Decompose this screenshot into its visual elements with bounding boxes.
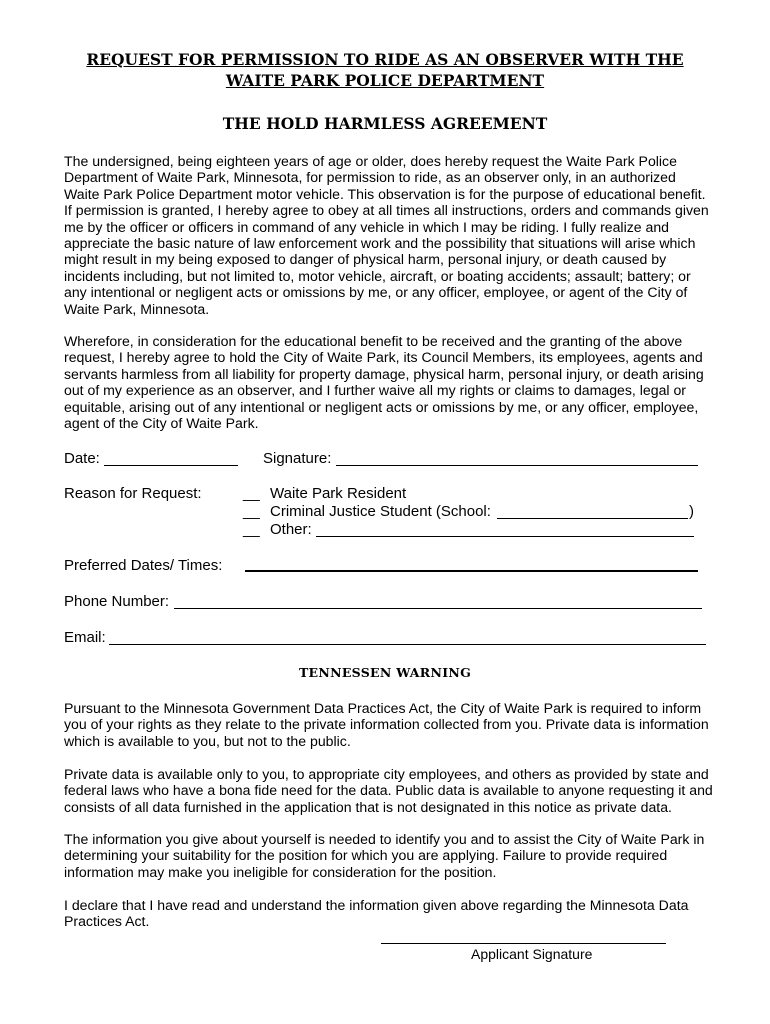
- resident-checkbox[interactable]: __: [243, 485, 260, 502]
- phone-field[interactable]: [174, 608, 702, 609]
- agreement-paragraph-2: Wherefore, in consideration for the educational benefit to be received and the granting of the above request, I hereby agree to hold the City of Waite Park, its Council Members, its employees, agents and servants harmless from all liability for property damage, physical harm, personal injury, or death arising out of my experience as an observer, and I further waive all my rights or claims to damages, legal or equitable, arising out of any intentional or negligent acts or omissions by me, or any officer, employee, agent of the City of Waite Park.: [64, 333, 704, 432]
- agreement-paragraph-1: The undersigned, being eighteen years of age or older, does hereby request the Waite Park Police Department of Waite Park, Minnesota, for permission to ride, as an observer only, in an authorized Waite Park Police Department motor vehicle. This observation is for the purpose of educational benefit. If permission is granted, I hereby agree to obey at all times all instructions, orders and commands given me by the officer or officers in command of any vehicle in which I may be riding. I fully realize and appreciate the basic nature of law enforcement work and the possibility that situations will arise which might result in my being exposed to danger of physical harm, personal injury, or death caused by incidents including, but not limited to, motor vehicle, aircraft, or boating accidents; assault; battery; or any intentional or negligent acts or omissions by me, or any officer, employee, or agent of the City of Waite Park, Minnesota.: [64, 153, 709, 317]
- signature-label: Signature:: [263, 450, 332, 467]
- student-option-label: Criminal Justice Student (School:: [270, 503, 491, 520]
- agreement-subtitle: THE HOLD HARMLESS AGREEMENT: [222, 114, 548, 133]
- date-label: Date:: [64, 450, 100, 467]
- warning-paragraph-2: Private data is available only to you, to appropriate city employees, and others as provided by state and federal laws who have a bona fide need for the data. Public data is available to anyone requesting it and consists of all data furnished in the application that is not designated in this notice as private data.: [64, 766, 713, 815]
- other-field[interactable]: [316, 536, 694, 537]
- applicant-signature-field[interactable]: [381, 943, 666, 944]
- student-option-close: ): [689, 503, 694, 520]
- preferred-dates-label: Preferred Dates/ Times:: [64, 557, 223, 574]
- phone-label: Phone Number:: [64, 593, 170, 610]
- school-field[interactable]: [497, 518, 688, 519]
- tennessen-warning-heading: TENNESSEN WARNING: [298, 665, 472, 680]
- other-checkbox[interactable]: __: [243, 521, 260, 538]
- preferred-dates-field[interactable]: [245, 570, 698, 572]
- document-title-line-2: WAITE PARK POLICE DEPARTMENT: [225, 71, 545, 90]
- warning-paragraph-3: The information you give about yourself is needed to identify you and to assist the City of Waite Park in determining your suitability for the position for which you are applying. Failure to provide required information may make you ineligible for consideration for the position.: [64, 831, 705, 880]
- signature-field[interactable]: [336, 465, 698, 466]
- warning-paragraph-1: Pursuant to the Minnesota Government Data Practices Act, the City of Waite Park is required to inform you of your rights as they relate to the private information collected from you. Private data is information which is available to you, but not to the public.: [64, 700, 709, 749]
- email-field[interactable]: [109, 644, 706, 645]
- warning-paragraph-4: I declare that I have read and understand the information given above regarding the Minnesota Data Practices Act.: [64, 897, 689, 930]
- applicant-signature-label: Applicant Signature: [471, 946, 593, 962]
- date-field[interactable]: [104, 465, 238, 466]
- reason-label: Reason for Request:: [64, 485, 202, 502]
- other-option-label: Other:: [270, 521, 312, 538]
- resident-option-label: Waite Park Resident: [270, 485, 407, 502]
- document-title-line-1: REQUEST FOR PERMISSION TO RIDE AS AN OBSERVER WITH THE: [86, 50, 684, 69]
- email-label: Email:: [64, 629, 106, 646]
- student-checkbox[interactable]: __: [243, 503, 260, 520]
